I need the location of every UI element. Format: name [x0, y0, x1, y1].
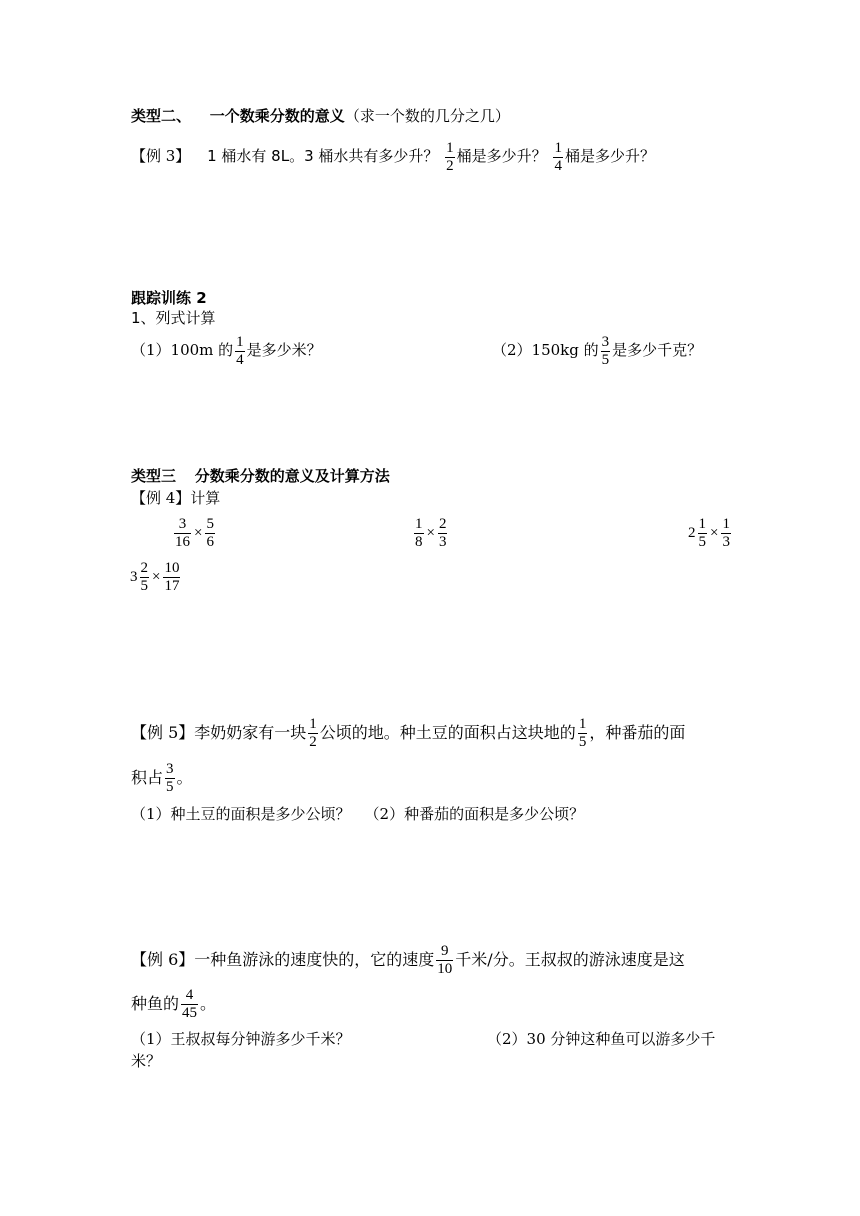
- fraction: [140, 560, 150, 595]
- fraction: [601, 334, 611, 369]
- fraction-numerator: 1: [722, 515, 730, 532]
- example-6-label: 【例 6】: [131, 950, 195, 969]
- question-suffix: 是多少千克？: [612, 341, 703, 359]
- example-5-question-1: （1）种土豆的面积是多少公顷？: [131, 805, 351, 823]
- example-6-text-1: 一种鱼游泳的速度快的，它的速度: [194, 950, 435, 969]
- type3-heading-title: 分数乘分数的意义及计算方法: [194, 467, 390, 485]
- fraction-denominator: 5: [601, 351, 610, 368]
- example-4-label: 【例 4】计算: [131, 489, 221, 507]
- fraction-numerator: 4: [185, 987, 194, 1003]
- fraction: [205, 516, 215, 551]
- whole-number: 3: [130, 569, 138, 585]
- fraction-numerator: 10: [164, 559, 180, 576]
- fraction: [165, 761, 175, 796]
- fraction-numerator: 5: [206, 515, 214, 532]
- fraction-denominator: 45: [182, 1005, 198, 1021]
- example-3-label: 【例 3】: [131, 147, 191, 165]
- fraction-denominator: 2: [446, 157, 454, 174]
- fraction-denominator: 5: [578, 734, 587, 750]
- example-5-text-2: 公顷的地。种土豆的面积占这块地的: [319, 723, 576, 742]
- question-prefix: （1）100m 的: [131, 341, 234, 359]
- drill-2-heading: 跟踪训练 2: [131, 289, 207, 307]
- example-5-text-1: 李奶奶家有一块: [194, 723, 307, 742]
- type3-heading-label: 类型三: [131, 467, 177, 485]
- fraction-denominator: 16: [175, 533, 190, 550]
- example-6-line-1: [131, 940, 685, 980]
- type2-heading: [131, 106, 510, 126]
- fraction: [578, 716, 588, 751]
- fraction: [235, 334, 245, 369]
- fraction-numerator: 3: [166, 761, 174, 777]
- fraction-numerator: 1: [236, 333, 244, 350]
- fraction-numerator: 1: [698, 515, 706, 532]
- example-3: [131, 136, 655, 176]
- fraction: [174, 516, 191, 551]
- example-5-question-2: （2）种番茄的面积是多少公顷？: [364, 805, 585, 823]
- fraction: [308, 716, 318, 751]
- example-6-text-3: 种鱼的: [131, 994, 180, 1013]
- example-6-question-2-continued: 米？: [131, 1052, 162, 1070]
- example-6-text-4: 。: [200, 994, 217, 1013]
- drill-2-question-2: [492, 330, 702, 370]
- fraction: [438, 516, 448, 551]
- fraction: [553, 140, 563, 175]
- fraction-numerator: 1: [578, 716, 587, 732]
- example-5-line-2: [131, 758, 193, 798]
- fraction-denominator: 2: [309, 734, 317, 750]
- example-5-label: 【例 5】: [131, 723, 195, 742]
- fraction-denominator: 5: [698, 533, 706, 550]
- example-3-text-1: 1 桶水有 8L。3 桶水共有多少升？: [207, 147, 439, 165]
- fraction-denominator: 5: [140, 577, 148, 594]
- fraction: [436, 943, 453, 978]
- example-3-text-2: 桶是多少升？: [456, 147, 547, 165]
- fraction-denominator: 17: [164, 577, 180, 594]
- fraction-denominator: 3: [722, 533, 730, 550]
- fraction-denominator: 5: [166, 779, 174, 795]
- fraction-numerator: 3: [178, 515, 187, 532]
- times-sign: ×: [426, 525, 435, 541]
- expression-4: [130, 556, 182, 597]
- expression-2: [412, 512, 449, 553]
- fraction-denominator: 8: [415, 533, 423, 550]
- type2-heading-title: 一个数乘分数的意义: [209, 107, 345, 125]
- example-3-text-3: 桶是多少升？: [564, 147, 655, 165]
- example-5-text-5: 。: [176, 768, 193, 787]
- fraction-numerator: 2: [140, 559, 148, 576]
- fraction-denominator: 6: [206, 533, 214, 550]
- type2-heading-label: 类型二、: [131, 107, 192, 125]
- fraction-denominator: 10: [437, 961, 453, 977]
- fraction: [698, 516, 708, 551]
- type3-heading: [131, 466, 390, 486]
- fraction: [414, 516, 424, 551]
- example-5-questions: [131, 804, 584, 824]
- times-sign: ×: [152, 569, 161, 585]
- example-6-question-2: （2）30 分钟这种鱼可以游多少千: [487, 1030, 716, 1048]
- times-sign: ×: [710, 525, 719, 541]
- question-suffix: 是多少米？: [246, 341, 322, 359]
- example-6-question-1: （1）王叔叔每分钟游多少千米？: [131, 1030, 351, 1048]
- fraction-numerator: 1: [415, 515, 423, 532]
- fraction-numerator: 9: [441, 943, 449, 959]
- example-6-line-2: [131, 984, 216, 1024]
- fraction-numerator: 2: [438, 515, 447, 532]
- fraction: [445, 140, 455, 175]
- example-5-text-4: 积占: [131, 768, 164, 787]
- drill-2-item-1: 1、列式计算: [131, 309, 216, 327]
- question-prefix: （2）150kg 的: [492, 341, 599, 359]
- expression-1: [172, 512, 217, 553]
- example-5-text-3: ，种番茄的面: [589, 723, 686, 742]
- times-sign: ×: [194, 525, 203, 541]
- fraction-denominator: 4: [236, 351, 244, 368]
- whole-number: 2: [688, 525, 696, 541]
- drill-2-question-1: [131, 330, 322, 370]
- example-6-text-2: 千米/分。王叔叔的游泳速度是这: [455, 950, 685, 969]
- fraction: [163, 560, 180, 595]
- fraction-numerator: 1: [554, 139, 562, 156]
- fraction-numerator: 3: [601, 333, 610, 350]
- fraction-numerator: 1: [446, 139, 454, 156]
- fraction: [721, 516, 731, 551]
- type2-heading-note: （求一个数的几分之几）: [344, 107, 510, 125]
- fraction: [181, 987, 198, 1022]
- expression-3: [688, 512, 733, 553]
- fraction-numerator: 1: [309, 716, 317, 732]
- fraction-denominator: 4: [554, 157, 562, 174]
- example-5-line-1: [131, 713, 685, 753]
- fraction-denominator: 3: [438, 533, 447, 550]
